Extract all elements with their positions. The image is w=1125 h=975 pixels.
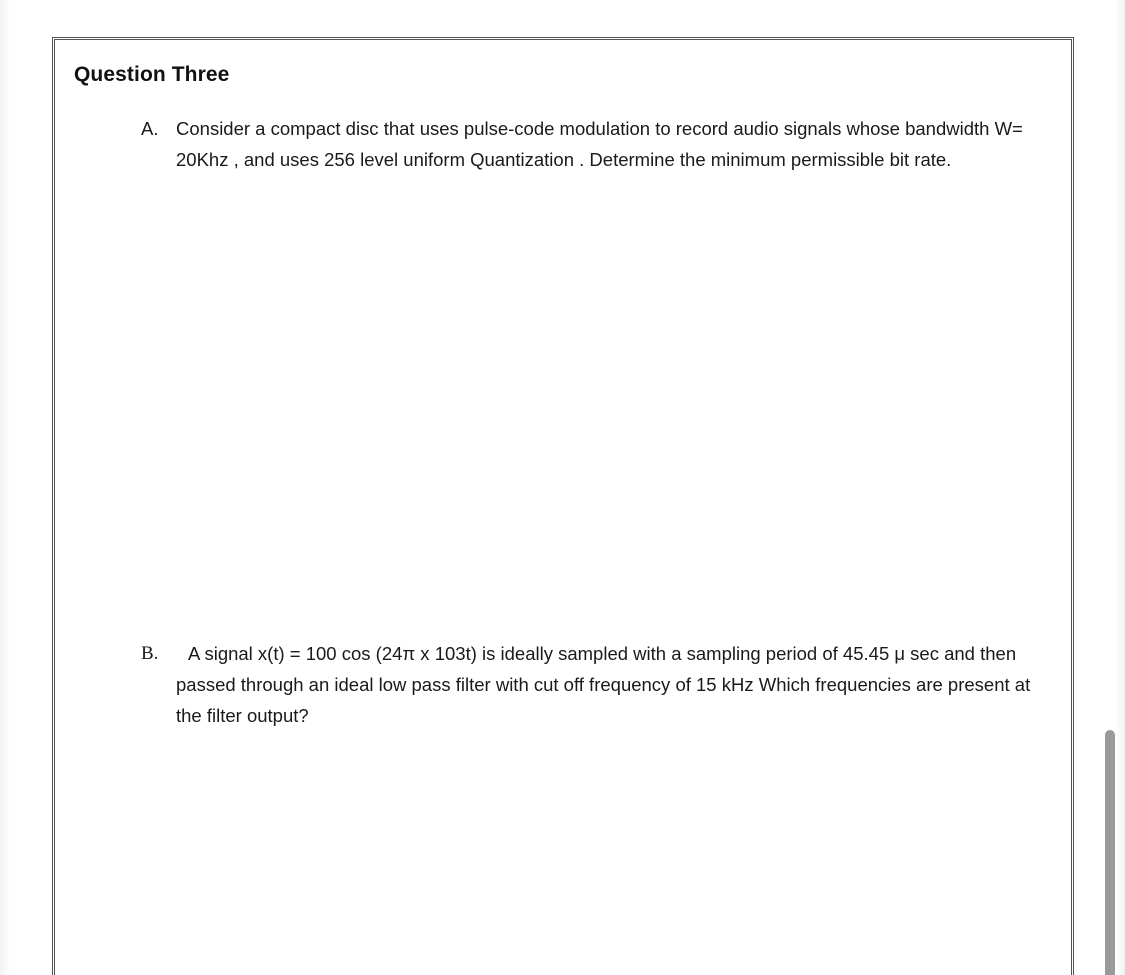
part-b-text: A signal x(t) = 100 cos (24π x 103t) is ideally sampled with a sampling period of 45.45 μ sec and then passed through an ideal low pass filter with cut off frequency of 15 kHz Which frequencies are present at the filter output? [176, 643, 1031, 726]
part-a-text: Consider a compact disc that uses pulse-code modulation to record audio signals whose bandwidth W= 20Khz , and uses 256 level uniform Quantization . Determine the minimum permissible bit rate. [176, 118, 1023, 170]
question-part-b [141, 638, 1056, 731]
vertical-scrollbar-thumb[interactable] [1105, 730, 1115, 975]
part-a-marker: A. [141, 118, 159, 139]
page-right-edge [1115, 0, 1125, 975]
page-left-edge [0, 0, 10, 975]
question-part-a [141, 113, 1056, 175]
question-title: Question Three [74, 63, 230, 86]
part-b-marker: B. [141, 643, 159, 664]
question-box [52, 37, 1074, 975]
